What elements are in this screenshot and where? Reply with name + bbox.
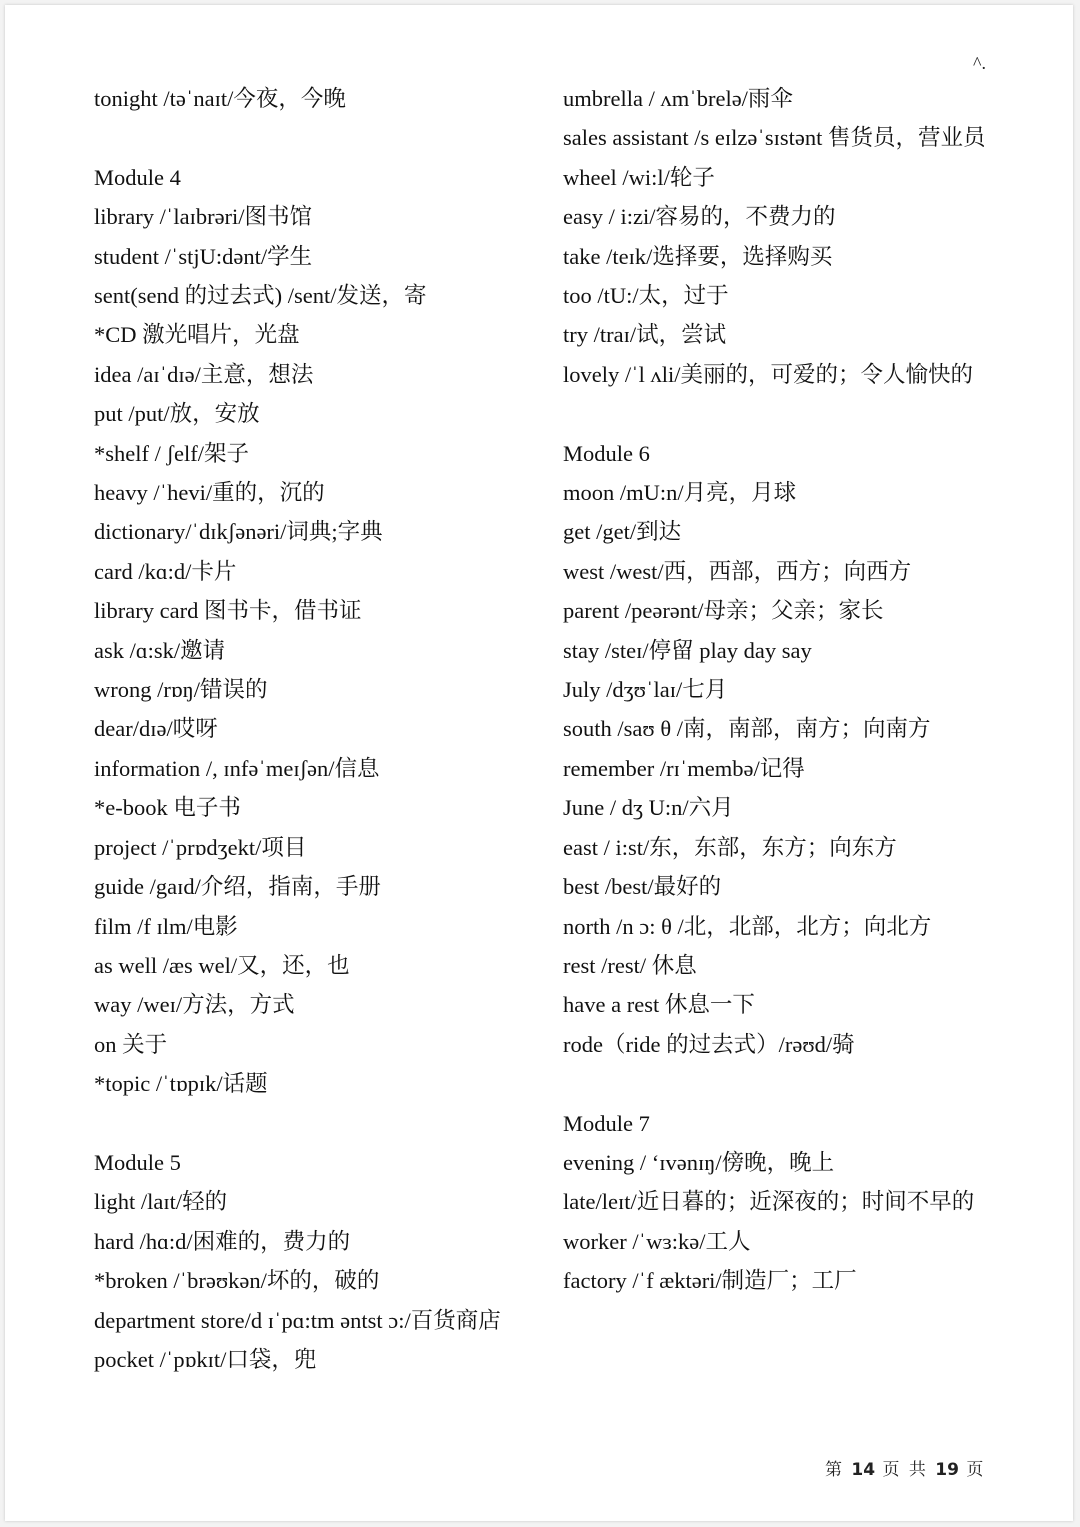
vocab-entry: *shelf / ʃelf/架子 bbox=[94, 440, 249, 466]
footer-middle: 页 共 bbox=[882, 1460, 928, 1480]
vocab-entry: too /tU:/太，过于 bbox=[563, 283, 729, 309]
vocab-entry: *e-book 电子书 bbox=[94, 795, 241, 821]
vocab-entry: factory /ˈf æktəri/制造厂；工厂 bbox=[563, 1268, 857, 1294]
vocab-entry: information /, ɪnfəˈmeɪʃən/信息 bbox=[94, 755, 380, 781]
vocab-entry: as well /æs wel/又，还，也 bbox=[94, 952, 350, 978]
vocab-entry: film /f ɪlm/电影 bbox=[94, 913, 238, 939]
corner-mark: ^. bbox=[973, 53, 986, 73]
vocab-entry: *CD 激光唱片，光盘 bbox=[94, 322, 300, 348]
vocab-entry: dictionary/ˈdɪkʃənəri/词典;字典 bbox=[94, 519, 383, 545]
page-footer bbox=[825, 1455, 985, 1480]
vocab-entry: east / i:st/东，东部，东方；向东方 bbox=[563, 834, 897, 860]
vocab-entry: project /ˈprɒdʒekt/项目 bbox=[94, 834, 307, 860]
vocab-entry: light /laɪt/轻的 bbox=[94, 1189, 228, 1215]
footer-prefix: 第 bbox=[825, 1460, 844, 1480]
vocab-entry: stay /steɪ/停留 play day say bbox=[563, 637, 812, 663]
vocab-entry: moon /mU:n/月亮，月球 bbox=[563, 480, 797, 506]
vocab-entry: idea /aɪˈdɪə/主意，想法 bbox=[94, 361, 314, 387]
vocab-entry: July /dʒʊˈlaɪ/七月 bbox=[563, 677, 728, 703]
vocab-entry: on 关于 bbox=[94, 1031, 168, 1057]
right-column bbox=[563, 79, 999, 1301]
footer-total-pages: 19 bbox=[935, 1460, 959, 1480]
vocab-entry: heavy /ˈhevi/重的，沉的 bbox=[94, 480, 325, 506]
vocab-entry: tonight /təˈnaɪt/今夜，今晚 bbox=[94, 86, 346, 111]
vocab-entry: ask /ɑ:sk/邀请 bbox=[94, 637, 226, 663]
vocab-entry: remember /rɪˈmembə/记得 bbox=[563, 755, 805, 781]
vocab-entry: department store/d ɪˈpɑ:tm əntst ɔ:/百货商店 bbox=[94, 1307, 501, 1333]
vocab-entry: *topic /ˈtɒpɪk/话题 bbox=[94, 1071, 268, 1097]
vocab-entry: umbrella / ʌmˈbrelə/雨伞 bbox=[563, 86, 793, 111]
vocab-entry: wheel /wi:l/轮子 bbox=[563, 164, 715, 190]
blank-line bbox=[94, 118, 530, 157]
vocab-entry: have a rest 休息一下 bbox=[563, 992, 755, 1018]
vocab-entry: sent(send 的过去式) /sent/发送，寄 bbox=[94, 283, 427, 309]
blank-line bbox=[563, 394, 999, 433]
vocab-entry: sales assistant /s eɪlzəˈsɪstənt 售货员，营业员 bbox=[563, 125, 986, 151]
vocab-entry: hard /hɑ:d/困难的，费力的 bbox=[94, 1228, 351, 1254]
module-heading: Module 4 bbox=[94, 164, 181, 190]
vocab-entry: evening / ‘ɪvənɪŋ/傍晚，晚上 bbox=[563, 1149, 835, 1175]
module-heading: Module 5 bbox=[94, 1149, 181, 1175]
vocab-entry: easy / i:zi/容易的，不费力的 bbox=[563, 204, 836, 230]
vocab-entry: student /ˈstjU:dənt/学生 bbox=[94, 243, 313, 269]
module-heading: Module 6 bbox=[563, 440, 650, 466]
vocab-entry: worker /ˈwɜ:kə/工人 bbox=[563, 1228, 751, 1254]
vocab-entry: parent /peərənt/母亲；父亲；家长 bbox=[563, 598, 884, 624]
vocab-entry: lovely /ˈl ʌli/美丽的，可爱的；令人愉快的 bbox=[563, 361, 973, 387]
vocab-entry: pocket /ˈpɒkɪt/口袋，兜 bbox=[94, 1346, 317, 1372]
blank-line bbox=[94, 1104, 530, 1143]
vocab-entry: wrong /rɒŋ/错误的 bbox=[94, 677, 268, 703]
left-column bbox=[94, 79, 530, 1379]
vocab-entry: best /best/最好的 bbox=[563, 874, 722, 900]
vocab-entry: west /west/西，西部，西方；向西方 bbox=[563, 558, 912, 584]
vocab-entry: card /kɑ:d/卡片 bbox=[94, 558, 237, 584]
vocab-entry: library /ˈlaɪbrəri/图书馆 bbox=[94, 204, 313, 230]
footer-page-number: 14 bbox=[851, 1460, 876, 1480]
vocab-entry: north /n ɔ: θ /北，北部，北方；向北方 bbox=[563, 913, 932, 939]
vocab-entry: dear/dɪə/哎呀 bbox=[94, 716, 218, 742]
footer-suffix: 页 bbox=[966, 1460, 986, 1480]
vocab-entry: library card 图书卡，借书证 bbox=[94, 598, 362, 624]
vocab-entry: late/leɪt/近日暮的；近深夜的；时间不早的 bbox=[563, 1189, 975, 1215]
blank-line bbox=[563, 1064, 999, 1103]
vocab-entry: put /put/放，安放 bbox=[94, 401, 260, 427]
vocab-entry: rest /rest/ 休息 bbox=[563, 952, 697, 978]
vocab-entry: take /teɪk/选择要，选择购买 bbox=[563, 243, 833, 269]
module-heading: Module 7 bbox=[563, 1110, 650, 1136]
vocab-entry: guide /gaɪd/介绍，指南，手册 bbox=[94, 874, 381, 900]
vocab-entry: *broken /ˈbrəʊkən/坏的，破的 bbox=[94, 1268, 380, 1294]
vocab-entry: way /weɪ/方法，方式 bbox=[94, 992, 295, 1018]
vocab-entry: June / dʒ U:n/六月 bbox=[563, 795, 734, 821]
vocab-entry: south /saʊ θ /南，南部，南方；向南方 bbox=[563, 716, 931, 742]
document-page bbox=[5, 5, 1073, 1521]
vocab-entry: try /traɪ/试，尝试 bbox=[563, 322, 727, 348]
vocab-entry: rode（ride 的过去式）/rəʊd/骑 bbox=[563, 1031, 855, 1057]
vocab-entry: get /get/到达 bbox=[563, 519, 682, 545]
